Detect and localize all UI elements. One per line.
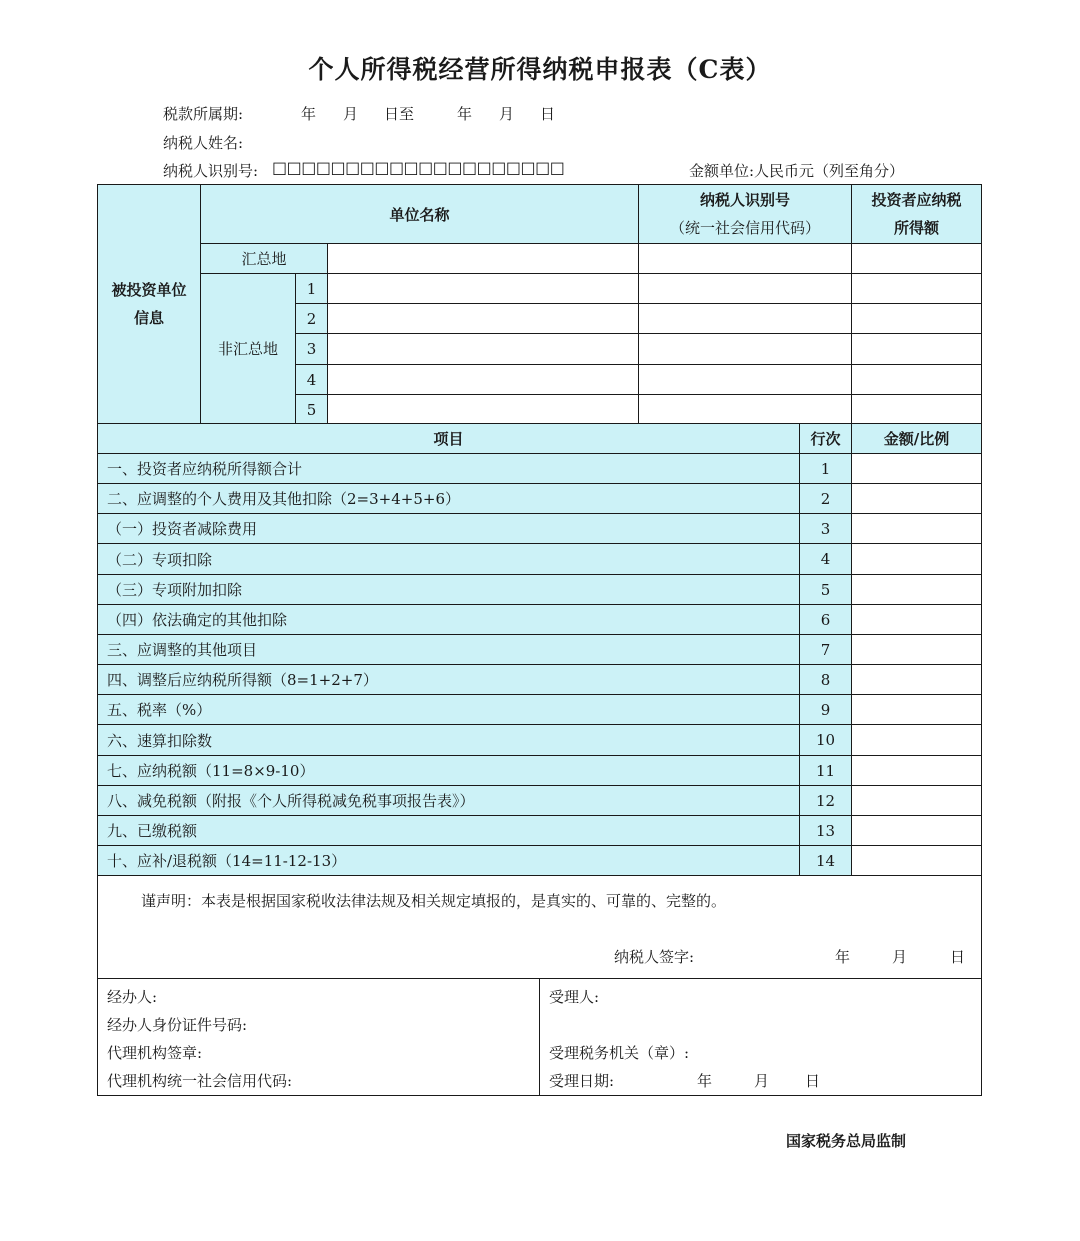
non-hq-label-text: 非汇总地 <box>217 340 278 358</box>
acceptance-year: 年 <box>697 1072 713 1090</box>
handler-label: 经办人: <box>107 988 158 1006</box>
item-label: 二、应调整的个人费用及其他扣除（2=3+4+5+6） <box>97 483 800 514</box>
item-row-number: 6 <box>799 604 852 635</box>
item-column-header <box>97 423 800 454</box>
item-label: 五、税率（%） <box>97 694 800 725</box>
item-row-number: 12 <box>799 785 852 816</box>
hq-label-text: 汇总地 <box>241 250 287 268</box>
item-row-number: 13 <box>799 815 852 846</box>
non-hq-unit-name-input[interactable] <box>327 303 639 334</box>
item-label: 六、速算扣除数 <box>97 724 800 756</box>
item-row-number: 8 <box>799 664 852 695</box>
taxpayer-id-label: 纳税人识别号: <box>163 162 259 180</box>
item-amount-input[interactable] <box>851 543 982 575</box>
item-label: 八、减免税额（附报《个人所得税减免税事项报告表》） <box>97 785 800 816</box>
item-label: 三、应调整的其他项目 <box>97 634 800 665</box>
period-to-month: 月 <box>499 105 515 123</box>
hq-unit-name-input[interactable] <box>327 243 639 274</box>
item-row-number: 3 <box>799 513 852 544</box>
item-row-number: 4 <box>799 543 852 575</box>
non-hq-income-input[interactable] <box>851 333 982 365</box>
item-row-number: 2 <box>799 483 852 514</box>
item-label: （一）投资者减除费用 <box>97 513 800 544</box>
investor-income-header-line2: 所得额 <box>893 219 939 237</box>
non-hq-row-number: 3 <box>295 333 328 365</box>
item-label: （二）专项扣除 <box>97 543 800 575</box>
handler-id-label: 经办人身份证件号码: <box>107 1016 248 1034</box>
non-hq-unit-name-input[interactable] <box>327 394 639 425</box>
currency-unit-label: 金额单位:人民币元（列至角分） <box>689 162 905 180</box>
item-amount-input[interactable] <box>851 694 982 725</box>
item-row-number: 9 <box>799 694 852 725</box>
supervision-footer: 国家税务总局监制 <box>786 1132 907 1150</box>
invested-unit-section-label <box>97 184 201 424</box>
form-title: 个人所得税经营所得纳税申报表（C表） <box>308 55 772 84</box>
item-amount-input[interactable] <box>851 453 982 484</box>
non-hq-unit-name-input[interactable] <box>327 333 639 365</box>
investor-income-header-line1: 投资者应纳税 <box>871 191 962 209</box>
period-from-month: 月 <box>343 105 359 123</box>
non-hq-row-number: 5 <box>295 394 328 425</box>
period-to-day: 日 <box>540 105 556 123</box>
tax-period-label: 税款所属期: <box>163 105 244 123</box>
taxpayer-signature-label: 纳税人签字: <box>614 948 695 966</box>
hq-label <box>200 243 328 274</box>
item-amount-input[interactable] <box>851 845 982 876</box>
non-hq-unit-id-input[interactable] <box>638 394 852 425</box>
invested-unit-label-line2: 信息 <box>133 309 164 327</box>
item-amount-input[interactable] <box>851 785 982 816</box>
non-hq-unit-id-input[interactable] <box>638 273 852 304</box>
item-amount-input[interactable] <box>851 664 982 695</box>
acceptance-date-label: 受理日期: <box>549 1072 615 1090</box>
unit-id-header-line1: 纳税人识别号 <box>699 191 790 209</box>
row-number-header <box>799 423 852 454</box>
non-hq-row-number: 4 <box>295 364 328 395</box>
signature-month: 月 <box>892 948 908 966</box>
non-hq-unit-name-input[interactable] <box>327 364 639 395</box>
non-hq-income-input[interactable] <box>851 394 982 425</box>
hq-unit-id-input[interactable] <box>638 243 852 274</box>
item-amount-input[interactable] <box>851 604 982 635</box>
non-hq-row-number: 2 <box>295 303 328 334</box>
row-number-header-text: 行次 <box>810 430 841 448</box>
signature-year: 年 <box>835 948 851 966</box>
non-hq-row-number: 1 <box>295 273 328 304</box>
hq-income-input[interactable] <box>851 243 982 274</box>
item-row-number: 11 <box>799 755 852 786</box>
amount-ratio-header <box>851 423 982 454</box>
non-hq-unit-id-input[interactable] <box>638 333 852 365</box>
item-label: 四、调整后应纳税所得额（8=1+2+7） <box>97 664 800 695</box>
item-amount-input[interactable] <box>851 724 982 756</box>
non-hq-unit-name-input[interactable] <box>327 273 639 304</box>
taxpayer-name-label: 纳税人姓名: <box>163 134 244 152</box>
unit-id-header <box>638 184 852 244</box>
item-label: （四）依法确定的其他扣除 <box>97 604 800 635</box>
receiver-label: 受理人: <box>549 988 600 1006</box>
acceptance-month: 月 <box>754 1072 770 1090</box>
item-label: （三）专项附加扣除 <box>97 574 800 605</box>
item-row-number: 10 <box>799 724 852 756</box>
signature-day: 日 <box>950 948 966 966</box>
agency-code-label: 代理机构统一社会信用代码: <box>107 1072 293 1090</box>
non-hq-income-input[interactable] <box>851 273 982 304</box>
non-hq-label <box>200 273 296 424</box>
declaration-text: 谨声明：本表是根据国家税收法律法规及相关规定填报的，是真实的、可靠的、完整的。 <box>141 892 727 910</box>
period-from-day: 日至 <box>384 105 415 123</box>
unit-id-header-line2: （统一社会信用代码） <box>669 219 820 237</box>
item-amount-input[interactable] <box>851 513 982 544</box>
item-amount-input[interactable] <box>851 483 982 514</box>
item-row-number: 1 <box>799 453 852 484</box>
non-hq-income-input[interactable] <box>851 364 982 395</box>
item-amount-input[interactable] <box>851 815 982 846</box>
amount-ratio-header-text: 金额/比例 <box>883 430 950 448</box>
taxpayer-id-boxes[interactable]: □□□□□□□□□□□□□□□□□□□□ <box>272 158 565 177</box>
item-label: 一、投资者应纳税所得额合计 <box>97 453 800 484</box>
period-to-year: 年 <box>457 105 473 123</box>
investor-income-header <box>851 184 982 244</box>
item-row-number: 5 <box>799 574 852 605</box>
unit-name-header-text: 单位名称 <box>389 205 450 224</box>
item-label: 十、应补/退税额（14=11-12-13） <box>97 845 800 876</box>
item-amount-input[interactable] <box>851 574 982 605</box>
unit-name-header <box>200 184 639 244</box>
item-row-number: 14 <box>799 845 852 876</box>
agency-seal-label: 代理机构签章: <box>107 1044 203 1062</box>
item-label: 七、应纳税额（11=8×9-10） <box>97 755 800 786</box>
non-hq-unit-id-input[interactable] <box>638 303 852 334</box>
tax-office-label: 受理税务机关（章）: <box>549 1044 690 1062</box>
item-label: 九、已缴税额 <box>97 815 800 846</box>
invested-unit-label-line1: 被投资单位 <box>111 281 187 299</box>
period-from-year: 年 <box>301 105 317 123</box>
item-row-number: 7 <box>799 634 852 665</box>
non-hq-income-input[interactable] <box>851 303 982 334</box>
item-amount-input[interactable] <box>851 755 982 786</box>
acceptance-day: 日 <box>805 1072 821 1090</box>
non-hq-unit-id-input[interactable] <box>638 364 852 395</box>
item-amount-input[interactable] <box>851 634 982 665</box>
item-column-header-text: 项目 <box>433 430 464 448</box>
